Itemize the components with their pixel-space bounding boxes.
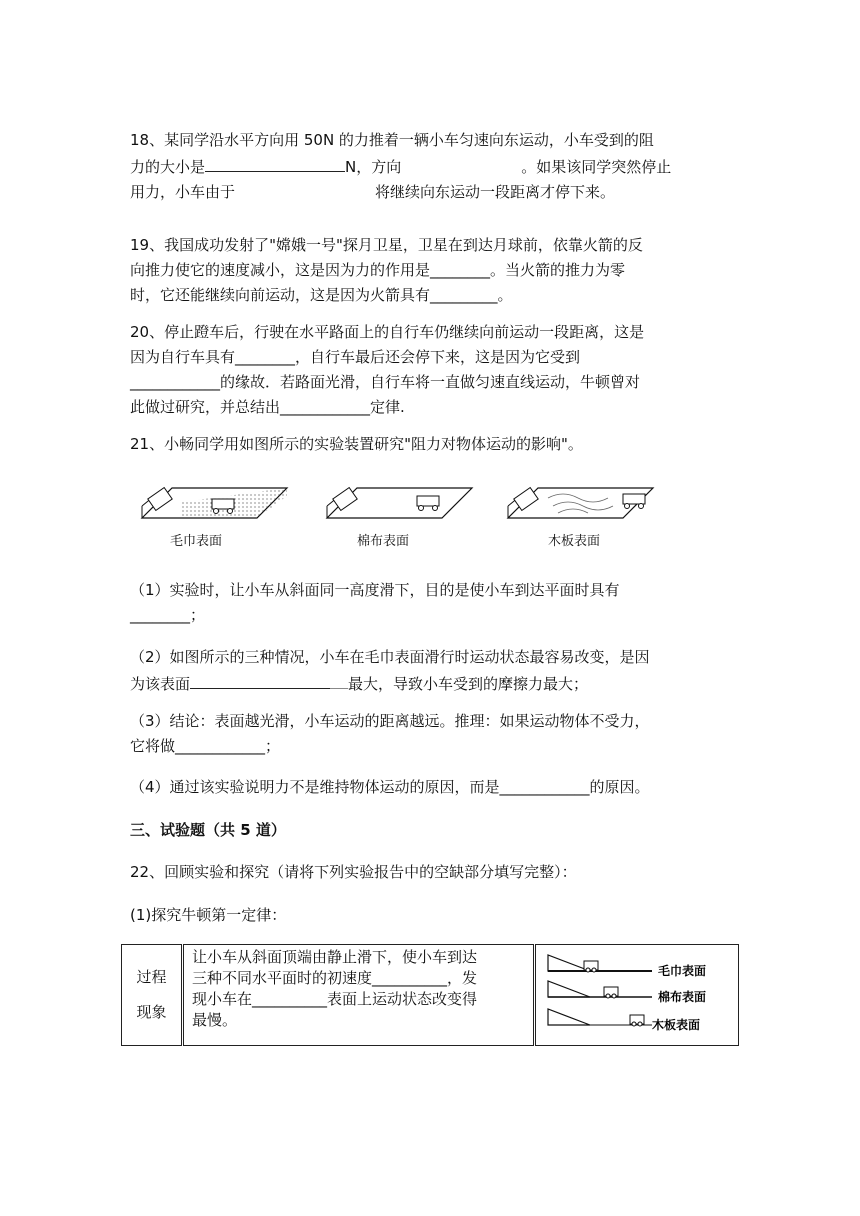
section-title: 三、试验题（共 5 道） [130,821,286,839]
table-figure-cell [535,945,739,1046]
q21-blank-roughness[interactable] [190,670,330,689]
q19-line3: 时，它还能继续向前运动，这是因为火箭具有_________。 [130,286,513,304]
q18-text: 将继续向东运动一段距离才停下来。 [375,183,616,201]
table-content-cell [182,945,534,1046]
q20-line4: 此做过研究，并总结出____________定律. [130,398,405,416]
q18-text: 力的大小是 [130,158,206,176]
q21-sub2-line1: （2）如图所示的三种情况，小车在毛巾表面滑行时运动状态最容易改变，是因 [130,648,650,666]
ramp-diagrams [132,478,732,530]
table-label-cell [122,945,183,1046]
q21-sub1-line2: ________； [130,606,206,624]
surface-label-towel: 毛巾表面 [658,964,707,978]
q18-line2 [130,153,730,180]
question-18 [130,128,730,205]
q20-line3: ____________的缘故．若路面光滑，自行车将一直做匀速直线运动，牛顿曾对 [130,373,641,391]
ramp-wood [508,488,653,518]
content-line3[interactable]: 现小车在__________表面上运动状态改变得 [191,990,477,1008]
q21-sub4: （4）通过该实验说明力不是维持物体运动的原因，而是____________的原因。 [130,778,650,796]
q19-line2: 向推力使它的速度减小，这是因为力的作用是________。当火箭的推力为零 [130,261,626,279]
label-phenomenon: 现象 [136,1003,167,1021]
q21-sub3-line2: 它将做____________； [130,737,281,755]
q18-text: 。如果该同学突然停止 [521,158,672,176]
q21-sub2-line2 [130,670,730,697]
q22-sub1: (1)探究牛顿第一定律： [130,906,287,924]
q18-text: N，方向 [345,158,402,176]
content-line2[interactable]: 三种不同水平面时的初速度__________，发 [191,969,477,987]
q21-sub1-line1: （1）实验时，让小车从斜面同一高度滑下，目的是使小车到达平面时具有 [130,581,620,599]
q18-line1: 18、某同学沿水平方向用 50N 的力推着一辆小车匀速向东运动，小车受到的阻 [130,131,654,149]
blank-tail [330,672,348,689]
q21-sub2 [130,645,730,697]
question-21: 21、小畅同学用如图所示的实验装置研究"阻力对物体运动的影响"。 [130,435,583,453]
surface-diagram [542,949,732,1035]
caption-towel: 毛巾表面 [170,534,223,549]
q21-text: 为该表面 [130,675,191,693]
q21-sub3 [130,709,730,759]
q20-line2: 因为自行车具有________，自行车最后还会停下来，这是因为它受到 [130,348,581,366]
label-process: 过程 [136,968,167,986]
caption-cotton: 棉布表面 [357,534,410,549]
q21-sub1 [130,578,730,628]
content-line1: 让小车从斜面顶端由静止滑下，使小车到达 [191,948,477,966]
experiment-report-table [121,944,739,1046]
ramp-cotton [327,488,472,518]
surface-label-cotton: 棉布表面 [658,990,707,1004]
q18-blank-resistance[interactable] [205,153,345,172]
q21-sub3-line1: （3）结论：表面越光滑，小车运动的距离越远。推理：如果运动物体不受力， [130,712,650,730]
question-20 [130,320,730,420]
q19-line1: 19、我国成功发射了"嫦娥一号"探月卫星，卫星在到达月球前，依靠火箭的反 [130,236,643,254]
q18-text: 用力，小车由于 [130,183,236,201]
question-22: 22、回顾实验和探究（请将下列实验报告中的空缺部分填写完整）： [130,863,577,881]
question-19 [130,233,730,308]
surface-label-wood: 木板表面 [652,1018,701,1032]
q21-text: 最大，导致小车受到的摩擦力最大； [348,675,589,693]
content-line4: 最慢。 [191,1011,237,1029]
q18-line3 [130,180,730,205]
ramp-towel [142,488,287,518]
caption-wood: 木板表面 [548,534,601,549]
q20-line1: 20、停止蹬车后，行驶在水平路面上的自行车仍继续向前运动一段距离，这是 [130,323,645,341]
